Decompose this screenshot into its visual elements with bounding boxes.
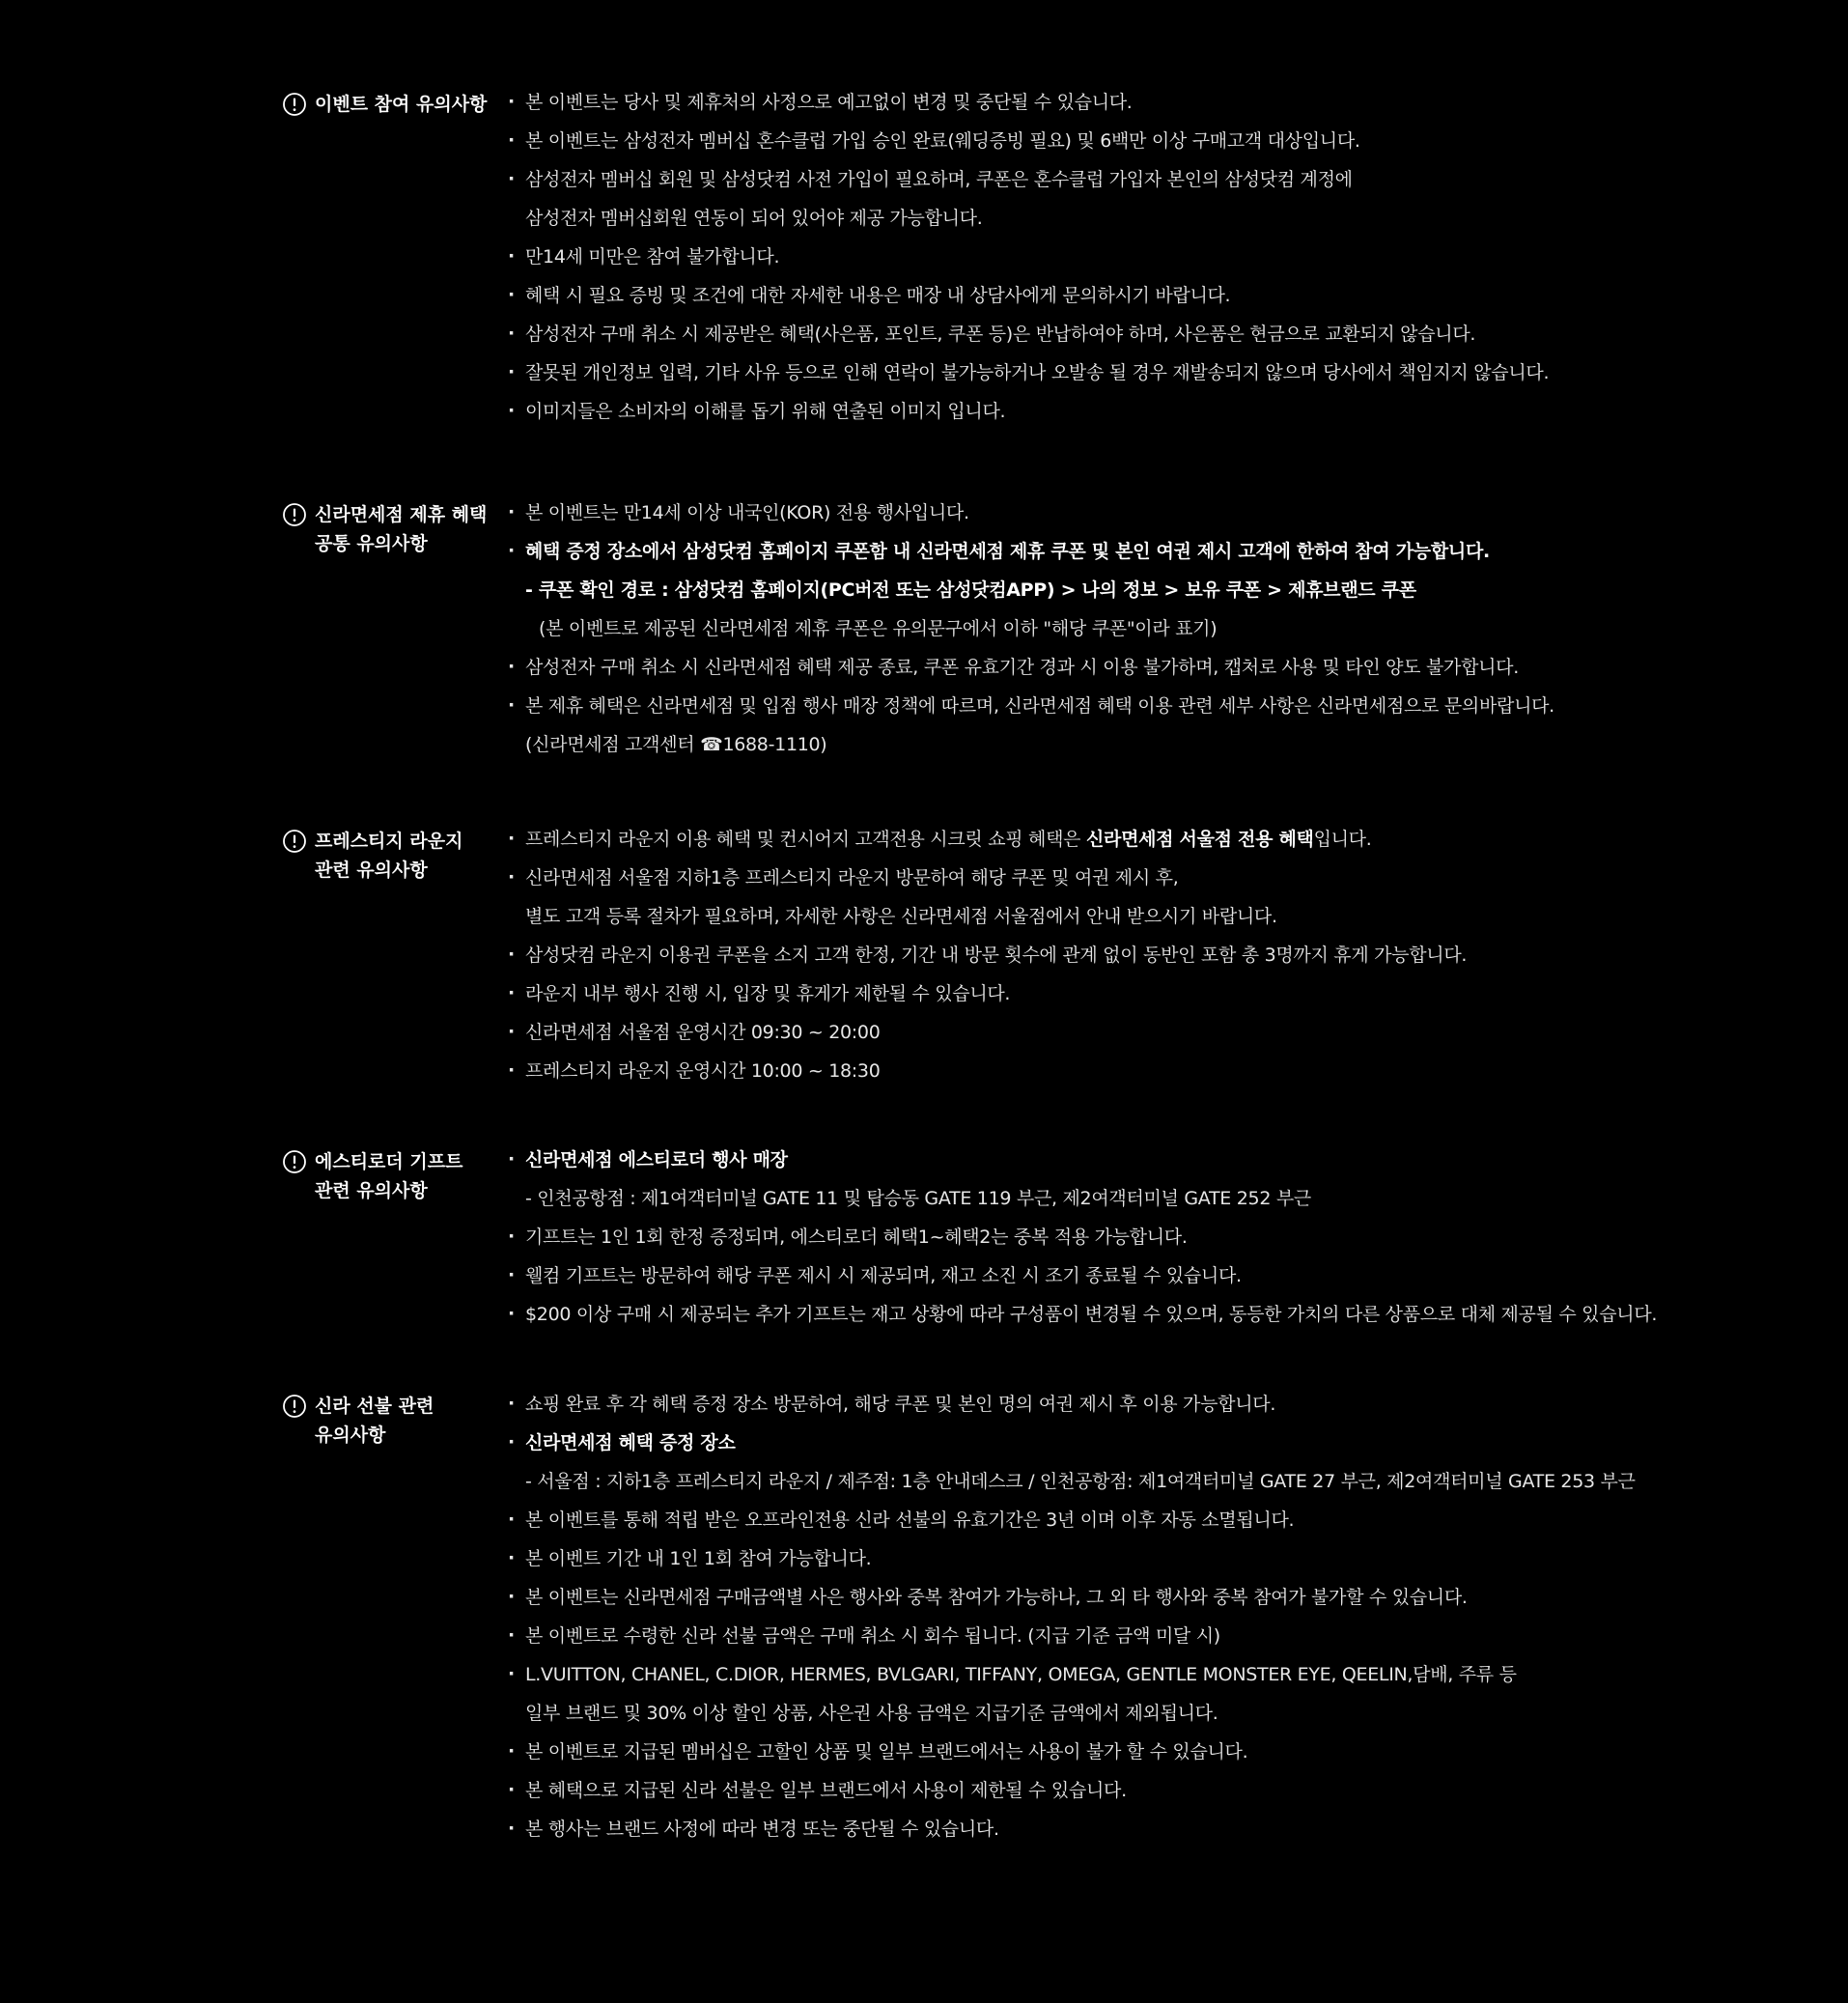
section-title	[315, 90, 487, 119]
notice-item	[506, 863, 1645, 902]
section-title	[315, 827, 462, 885]
notice-item-continuation	[506, 1699, 1645, 1737]
exclamation-circle-icon	[282, 502, 307, 527]
notice-text-tail: 입니다.	[1313, 829, 1372, 850]
notice-text: 라운지 내부 행사 진행 시, 입장 및 휴게가 제한될 수 있습니다.	[525, 983, 1011, 1004]
notice-section	[0, 1394, 1848, 1857]
notice-item	[506, 1300, 1658, 1339]
notice-section	[0, 829, 1848, 1099]
notice-text: - 서울점 : 지하1층 프레스티지 라운지 / 제주점: 1층 안내데스크 / 인천공항점: 제1여객터미널 GATE 27 부근, 제2여객터미널 GATE 253 부근	[525, 1471, 1636, 1492]
notice-text: 신라면세점 에스티로더 행사 매장	[525, 1149, 788, 1171]
notice-item	[506, 1428, 1645, 1467]
section-title-line: 관련 유의사항	[315, 860, 428, 881]
notice-item-continuation	[506, 730, 1645, 769]
notice-text: 본 제휴 혜택은 신라면세점 및 입점 행사 매장 정책에 따르며, 신라면세점 혜택 이용 관련 세부 사항은 신라면세점으로 문의바랍니다.	[525, 695, 1554, 717]
notice-item	[506, 88, 1645, 127]
notice-item	[506, 165, 1645, 204]
section-title-line: 공통 유의사항	[315, 533, 428, 554]
notice-text: 본 이벤트로 지급된 멤버십은 고할인 상품 및 일부 브랜드에서는 사용이 불가 할 수 있습니다.	[525, 1741, 1248, 1763]
exclamation-circle-icon	[282, 1149, 307, 1174]
section-title-line: 신라 선불 관련	[315, 1396, 434, 1417]
notice-list	[506, 498, 1645, 769]
notice-item	[506, 127, 1645, 165]
section-header	[282, 829, 504, 885]
exclamation-circle-icon	[282, 1394, 307, 1419]
notice-item	[506, 825, 1645, 863]
notice-text: 삼성전자 구매 취소 시 신라면세점 혜택 제공 종료, 쿠폰 유효기간 경과 시 이용 불가하며, 캡처로 사용 및 타인 양도 불가합니다.	[525, 657, 1519, 678]
section-header	[282, 1394, 504, 1450]
section-title-line: 에스티로더 기프트	[315, 1151, 463, 1172]
notice-text: 신라면세점 서울점 운영시간 09:30 ~ 20:00	[525, 1022, 881, 1043]
notice-text: (신라면세점 고객센터 ☎1688-1110)	[525, 734, 827, 755]
exclamation-circle-icon	[282, 829, 307, 854]
notice-item	[506, 1544, 1645, 1583]
notice-text: 프레스티지 라운지 이용 혜택 및 컨시어지 고객전용 시크릿 쇼핑 혜택은	[525, 829, 1086, 850]
notice-item	[506, 1223, 1645, 1261]
notice-item	[506, 281, 1645, 320]
notice-text: 삼성전자 멤버십회원 연동이 되어 있어야 제공 가능합니다.	[525, 208, 983, 229]
notice-text: 쇼핑 완료 후 각 혜택 증정 장소 방문하여, 해당 쿠폰 및 본인 명의 여권 제시 후 이용 가능합니다.	[525, 1394, 1276, 1415]
notice-text: 잘못된 개인정보 입력, 기타 사유 등으로 인해 연락이 불가능하거나 오발송 될 경우 재발송되지 않으며 당사에서 책임지지 않습니다.	[525, 362, 1550, 383]
notice-item-continuation	[506, 614, 1645, 653]
notice-text: 본 행사는 브랜드 사정에 따라 변경 또는 중단될 수 있습니다.	[525, 1819, 999, 1840]
notice-text: 이미지들은 소비자의 이해를 돕기 위해 연출된 이미지 입니다.	[525, 401, 1006, 422]
notice-item	[506, 498, 1645, 537]
section-title	[315, 1147, 462, 1205]
notice-item	[506, 242, 1645, 281]
notice-item	[506, 358, 1645, 397]
notice-text: 삼성전자 구매 취소 시 제공받은 혜택(사은품, 포인트, 쿠폰 등)은 반납하여야 하며, 사은품은 현금으로 교환되지 않습니다.	[525, 324, 1476, 345]
notice-text: 신라면세점 서울점 지하1층 프레스티지 라운지 방문하여 해당 쿠폰 및 여권 제시 후,	[525, 867, 1179, 889]
notice-text: 본 혜택으로 지급된 신라 선불은 일부 브랜드에서 사용이 제한될 수 있습니다.	[525, 1780, 1127, 1801]
notice-section	[0, 1149, 1848, 1342]
notice-text: 웰컴 기프트는 방문하여 해당 쿠폰 제시 시 제공되며, 재고 소진 시 조기 종료될 수 있습니다.	[525, 1265, 1242, 1286]
notice-item-continuation	[506, 204, 1645, 242]
notice-item	[506, 1261, 1645, 1300]
notice-text: 본 이벤트는 만14세 이상 내국인(KOR) 전용 행사입니다.	[525, 502, 969, 523]
notice-item	[506, 537, 1645, 576]
notice-text: 프레스티지 라운지 운영시간 10:00 ~ 18:30	[525, 1060, 881, 1082]
notice-item	[506, 653, 1645, 691]
notice-item	[506, 1776, 1645, 1815]
notice-item-continuation	[506, 1467, 1645, 1506]
notice-text: 삼성전자 멤버십 회원 및 삼성닷컴 사전 가입이 필요하며, 쿠폰은 혼수클럽 가입자 본인의 삼성닷컴 계정에	[525, 169, 1353, 190]
section-title	[315, 500, 487, 558]
notice-text: 기프트는 1인 1회 한정 증정되며, 에스티로더 혜택1~혜택2는 중복 적용 가능합니다.	[525, 1227, 1188, 1248]
notice-text: 삼성닷컴 라운지 이용권 쿠폰을 소지 고객 한정, 기간 내 방문 횟수에 관계 없이 동반인 포함 총 3명까지 휴게 가능합니다.	[525, 945, 1468, 966]
notice-text: 일부 브랜드 및 30% 이상 할인 상품, 사은권 사용 금액은 지급기준 금액에서 제외됩니다.	[525, 1703, 1218, 1724]
notice-item	[506, 1145, 1645, 1184]
notice-list	[506, 1390, 1645, 1853]
notice-text: 신라면세점 혜택 증정 장소	[525, 1432, 736, 1453]
notice-text: - 쿠폰 확인 경로 : 삼성닷컴 홈페이지(PC버전 또는 삼성닷컴APP) > 나의 정보 > 보유 쿠폰 > 제휴브랜드 쿠폰	[525, 579, 1416, 601]
notice-item	[506, 1018, 1645, 1057]
notice-text: 본 이벤트는 신라면세점 구매금액별 사은 행사와 중복 참여가 가능하나, 그 외 타 행사와 중복 참여가 불가할 수 있습니다.	[525, 1587, 1468, 1608]
section-title-line: 유의사항	[315, 1425, 386, 1446]
section-header	[282, 1149, 504, 1205]
notice-text: 혜택 증정 장소에서 삼성닷컴 홈페이지 쿠폰함 내 신라면세점 제휴 쿠폰 및 본인 여권 제시 고객에 한하여 참여 가능합니다.	[525, 541, 1490, 562]
notice-text: 만14세 미만은 참여 불가합니다.	[525, 246, 780, 268]
notice-list	[506, 1145, 1658, 1339]
notice-item	[506, 1583, 1645, 1622]
notice-text: 본 이벤트는 당사 및 제휴처의 사정으로 예고없이 변경 및 중단될 수 있습니다.	[525, 92, 1133, 113]
notice-item	[506, 320, 1645, 358]
section-title-line: 이벤트 참여 유의사항	[315, 94, 488, 115]
notice-item	[506, 397, 1645, 436]
section-header	[282, 92, 504, 119]
notice-text: 혜택 시 필요 증빙 및 조건에 대한 자세한 내용은 매장 내 상담사에게 문의하시기 바랍니다.	[525, 285, 1231, 306]
notice-text: 별도 고객 등록 절차가 필요하며, 자세한 사항은 신라면세점 서울점에서 안내 받으시기 바랍니다.	[525, 906, 1277, 927]
notice-item	[506, 1390, 1645, 1428]
notice-item-continuation	[506, 576, 1645, 614]
notice-text: 본 이벤트를 통해 적립 받은 오프라인전용 신라 선불의 유효기간은 3년 이며 이후 자동 소멸됩니다.	[525, 1509, 1295, 1531]
exclamation-circle-icon	[282, 92, 307, 117]
notice-item	[506, 941, 1645, 979]
notice-text: $200 이상 구매 시 제공되는 추가 기프트는 재고 상황에 따라 구성품이 변경될 수 있으며, 동등한 가치의 다른 상품으로 대체 제공될 수 있습니다.	[525, 1304, 1658, 1325]
notice-section	[0, 92, 1848, 439]
notice-emphasis: 신라면세점 서울점 전용 혜택	[1085, 829, 1314, 850]
notice-item	[506, 1057, 1645, 1095]
notice-text: (본 이벤트로 제공된 신라면세점 제휴 쿠폰은 유의문구에서 이하 "해당 쿠폰"이라 표기)	[539, 618, 1218, 639]
notice-item	[506, 1737, 1645, 1776]
notice-item	[506, 979, 1645, 1018]
section-header	[282, 502, 504, 558]
notice-text: 본 이벤트는 삼성전자 멤버십 혼수클럽 가입 승인 완료(웨딩증빙 필요) 및 6백만 이상 구매고객 대상입니다.	[525, 130, 1360, 152]
notice-item	[506, 691, 1645, 730]
notice-item	[506, 1622, 1645, 1660]
notice-item	[506, 1506, 1645, 1544]
notice-item	[506, 1815, 1645, 1853]
section-title-line: 신라면세점 제휴 혜택	[315, 504, 488, 525]
notice-list	[506, 88, 1645, 436]
notice-item-continuation	[506, 902, 1645, 941]
section-title	[315, 1392, 434, 1450]
notice-item	[506, 1660, 1645, 1699]
notice-text: 본 이벤트 기간 내 1인 1회 참여 가능합니다.	[525, 1548, 872, 1569]
notice-text: 본 이벤트로 수령한 신라 선불 금액은 구매 취소 시 회수 됩니다. (지급 기준 금액 미달 시)	[525, 1625, 1220, 1647]
notice-text: - 인천공항점 : 제1여객터미널 GATE 11 및 탑승동 GATE 119 부근, 제2여객터미널 GATE 252 부근	[525, 1188, 1311, 1209]
notice-section	[0, 502, 1848, 773]
section-title-line: 관련 유의사항	[315, 1180, 428, 1201]
notice-text: L.VUITTON, CHANEL, C.DIOR, HERMES, BVLGARI, TIFFANY, OMEGA, GENTLE MONSTER EYE, QEELIN,담배, 주류 등	[525, 1664, 1517, 1685]
notice-list	[506, 825, 1645, 1095]
notice-item-continuation	[506, 1184, 1645, 1223]
section-title-line: 프레스티지 라운지	[315, 831, 463, 852]
